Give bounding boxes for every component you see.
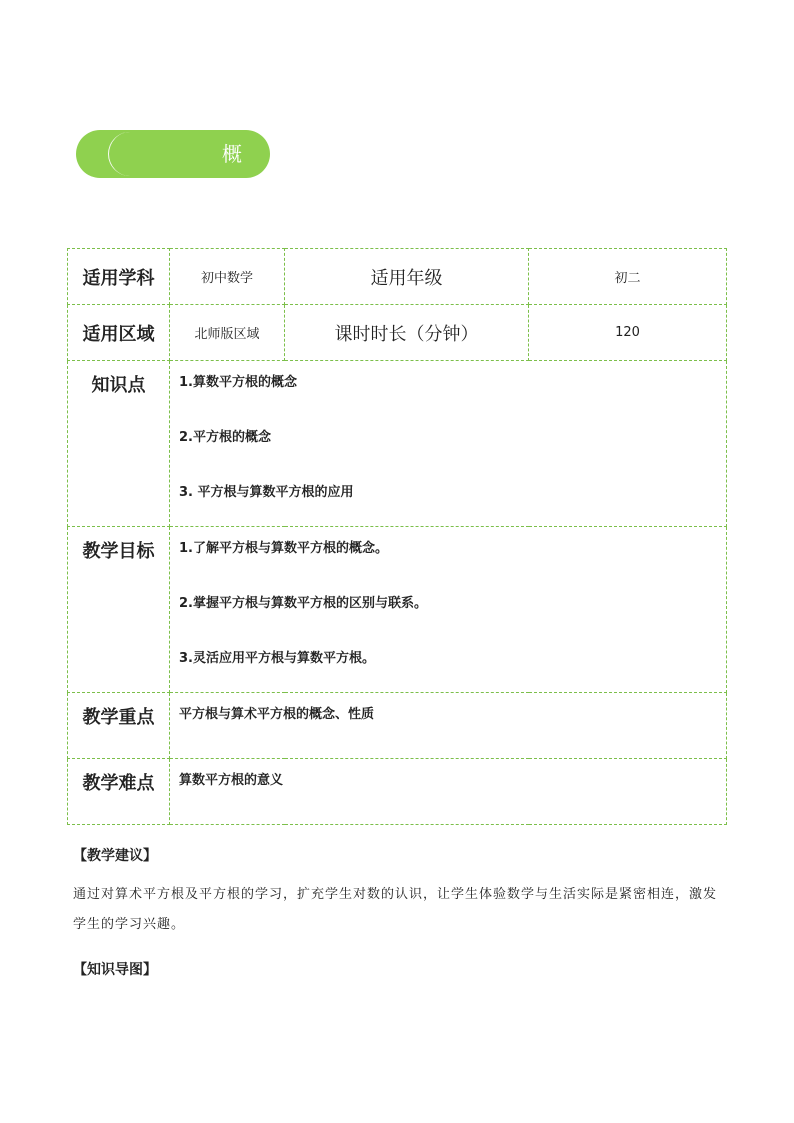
table-row [68, 249, 727, 305]
list-item: 1.了解平方根与算数平方根的概念。 [179, 541, 388, 556]
mindmap-heading: 【知识导图】 [73, 962, 157, 978]
table-row [68, 361, 727, 527]
region-value: 北师版区域 [170, 305, 285, 361]
grade-value: 初二 [529, 249, 727, 305]
knowledge-list [170, 361, 727, 527]
table-row [68, 527, 727, 693]
advice-text: 通过对算术平方根及平方根的学习，扩充学生对数的认识，让学生体验数学与生活实际是紧密相连，激发学生的学习兴趣。 [73, 887, 718, 932]
duration-value: 120 [529, 305, 727, 361]
overview-header [76, 130, 270, 214]
advice-heading: 【教学建议】 [73, 848, 157, 864]
key-points-cell [170, 693, 727, 759]
list-item: 1.算数平方根的概念 [179, 375, 297, 390]
table-row [68, 759, 727, 825]
course-info-table [67, 248, 727, 825]
difficulties-label: 教学难点 [68, 759, 170, 825]
list-item: 3.灵活应用平方根与算数平方根。 [179, 651, 375, 666]
subject-label: 适用学科 [68, 249, 170, 305]
goals-label: 教学目标 [68, 527, 170, 693]
list-item: 2.掌握平方根与算数平方根的区别与联系。 [179, 596, 427, 611]
knowledge-label: 知识点 [68, 361, 170, 527]
list-item: 2.平方根的概念 [179, 430, 271, 445]
goals-list [170, 527, 727, 693]
grade-label: 适用年级 [285, 249, 529, 305]
table-row [68, 693, 727, 759]
overview-title: 概 述 [222, 142, 252, 214]
key-points-value: 平方根与算术平方根的概念、性质 [179, 707, 375, 722]
difficulties-value: 算数平方根的意义 [179, 773, 284, 788]
subject-value: 初中数学 [170, 249, 285, 305]
region-label: 适用区域 [68, 305, 170, 361]
table-row [68, 305, 727, 361]
list-item: 3. 平方根与算数平方根的应用 [179, 485, 354, 500]
difficulties-cell [170, 759, 727, 825]
key-points-label: 教学重点 [68, 693, 170, 759]
duration-label: 课时时长（分钟） [285, 305, 529, 361]
pill-decoration [108, 132, 169, 176]
